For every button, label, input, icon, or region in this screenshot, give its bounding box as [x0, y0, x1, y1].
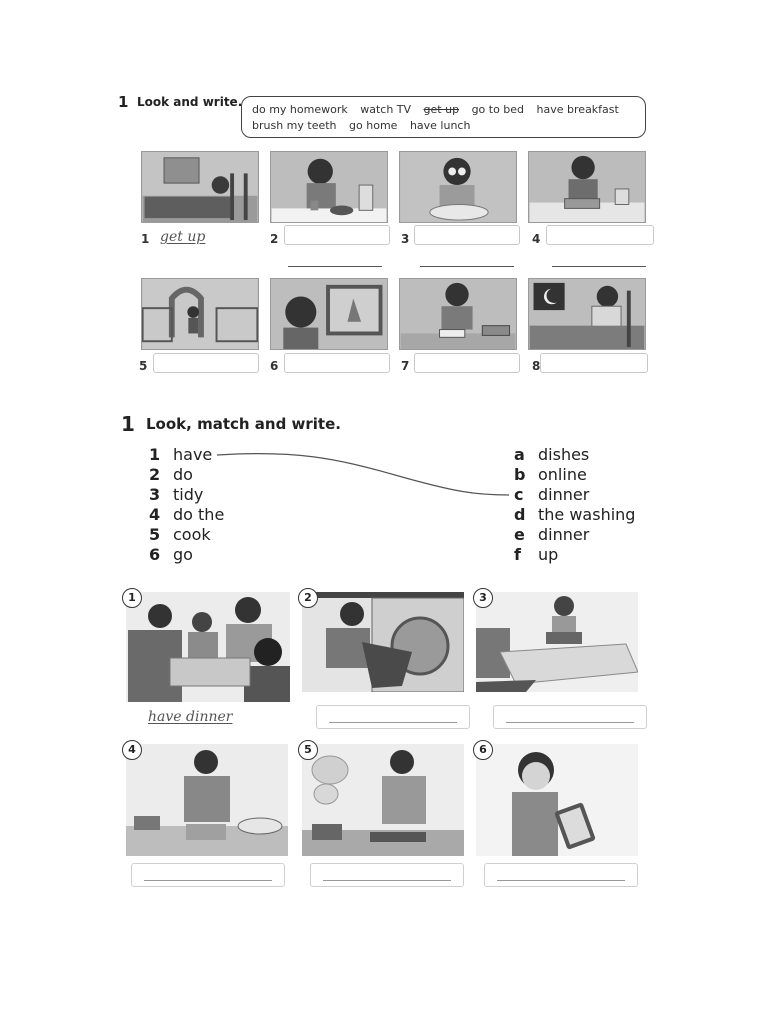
- picture-washing-dishes: [126, 744, 288, 856]
- answer-field[interactable]: [414, 225, 520, 245]
- picture-lunch: [528, 151, 646, 223]
- picture-laundry: [302, 592, 464, 692]
- match-right-item[interactable]: f up: [514, 545, 559, 564]
- item-number: 1: [141, 232, 150, 246]
- item-number: 4: [532, 232, 541, 246]
- picture-go-to-bed: [528, 278, 646, 350]
- item-number: 7: [401, 359, 410, 373]
- answer-field[interactable]: [284, 353, 390, 373]
- picture-number: 1: [122, 588, 142, 608]
- exercise-1-title: Look and write.: [137, 95, 243, 109]
- exercise-1-number: 1: [118, 93, 129, 111]
- picture-number: 6: [473, 740, 493, 760]
- word-bank-item: brush my teeth: [252, 119, 337, 132]
- word-bank-item: have lunch: [409, 119, 471, 132]
- picture-get-up: [141, 151, 259, 223]
- match-right-item[interactable]: a dishes: [514, 445, 590, 464]
- item-number: 6: [270, 359, 279, 373]
- exercise-2-number: 1: [121, 412, 135, 436]
- item-number: 8: [532, 359, 541, 373]
- word-bank-item: watch TV: [360, 103, 412, 116]
- match-left-item[interactable]: 2 do: [149, 465, 193, 484]
- picture-go-online: [476, 744, 638, 856]
- word-bank-item: go to bed: [471, 103, 525, 116]
- item-number: 2: [270, 232, 279, 246]
- word-bank-item: do my homework: [252, 103, 348, 116]
- answer-field[interactable]: [414, 353, 520, 373]
- answer-field[interactable]: [540, 353, 648, 373]
- picture-tidy-room: [476, 592, 638, 692]
- match-right-item[interactable]: c dinner: [514, 485, 590, 504]
- match-right-item[interactable]: b online: [514, 465, 587, 484]
- writing-line: [552, 266, 646, 267]
- word-bank-item-used: get up: [423, 103, 460, 116]
- match-right-item[interactable]: e dinner: [514, 525, 590, 544]
- word-bank-item: go home: [349, 119, 398, 132]
- word-bank-item: have breakfast: [536, 103, 619, 116]
- writing-line: [288, 266, 382, 267]
- picture-number: 4: [122, 740, 142, 760]
- match-left-item[interactable]: 6 go: [149, 545, 193, 564]
- answer-field[interactable]: [310, 863, 464, 887]
- match-line: [215, 450, 515, 500]
- answer-field[interactable]: [284, 225, 390, 245]
- picture-breakfast: [270, 151, 388, 223]
- exercise-2-title: Look, match and write.: [146, 415, 341, 433]
- word-bank: [241, 96, 646, 138]
- match-left-item[interactable]: 3 tidy: [149, 485, 204, 504]
- match-left-item[interactable]: 1 have: [149, 445, 213, 464]
- picture-family-dinner: [126, 592, 290, 702]
- item-answer-example: get up: [160, 229, 206, 245]
- answer-field[interactable]: [131, 863, 285, 887]
- picture-number: 5: [298, 740, 318, 760]
- answer-field[interactable]: [153, 353, 259, 373]
- answer-field[interactable]: [493, 705, 647, 729]
- picture-number: 2: [298, 588, 318, 608]
- answer-field[interactable]: [316, 705, 470, 729]
- picture-watch-tv: [270, 278, 388, 350]
- picture-brush-teeth: [399, 151, 517, 223]
- picture-go-home: [141, 278, 259, 350]
- match-right-item[interactable]: d the washing: [514, 505, 636, 524]
- picture-answer-example: have dinner: [148, 709, 233, 725]
- answer-field[interactable]: [546, 225, 654, 245]
- answer-field[interactable]: [484, 863, 638, 887]
- match-left-item[interactable]: 4 do the: [149, 505, 225, 524]
- picture-homework: [399, 278, 517, 350]
- item-number: 5: [139, 359, 148, 373]
- item-number: 3: [401, 232, 410, 246]
- picture-number: 3: [473, 588, 493, 608]
- match-left-item[interactable]: 5 cook: [149, 525, 211, 544]
- picture-cooking: [302, 744, 464, 856]
- writing-line: [420, 266, 514, 267]
